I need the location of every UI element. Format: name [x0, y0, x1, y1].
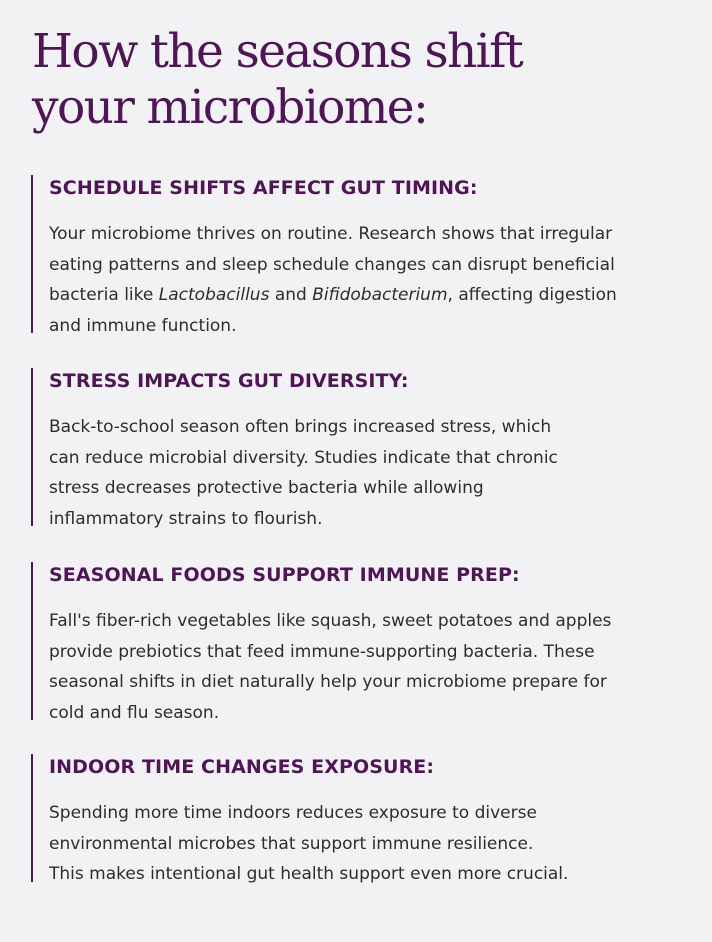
body-line: This makes intentional gut health support even more crucial. — [49, 864, 569, 884]
title-line-1: How the seasons shift — [32, 24, 523, 79]
body-line: provide prebiotics that feed immune-supporting bacteria. These — [49, 641, 595, 662]
section-heading: SCHEDULE SHIFTS AFFECT GUT TIMING: — [49, 177, 478, 199]
section-stress-impacts — [31, 368, 671, 529]
section-heading: INDOOR TIME CHANGES EXPOSURE: — [49, 756, 435, 778]
section-body — [49, 798, 671, 890]
body-text-run: , affecting digestion — [447, 285, 617, 305]
body-line: Your microbiome thrives on routine. Research shows that irregular — [49, 224, 613, 244]
bacteria-name-bifidobacterium: Bifidobacterium — [312, 285, 448, 305]
body-line: stress decreases protective bacteria while allowing — [49, 478, 484, 498]
body-line: cold and flu season. — [49, 702, 220, 723]
body-line — [49, 250, 671, 281]
body-line: Fall's fiber-rich vegetables like squash, sweet potatoes and apples — [49, 611, 612, 631]
section-schedule-shifts — [31, 175, 671, 336]
body-text-run: eating patterns and sleep schedule changes can disrupt beneficial — [49, 254, 615, 275]
page-title — [32, 24, 692, 136]
body-line: Spending more time indoors reduces exposure to diverse — [49, 803, 537, 823]
section-indoor-time — [31, 754, 671, 882]
section-heading: STRESS IMPACTS GUT DIVERSITY: — [49, 370, 409, 392]
section-body — [49, 412, 671, 534]
body-line: environmental microbes that support immune resilience. — [49, 833, 534, 854]
body-line: and immune function. — [49, 315, 237, 336]
body-line: seasonal shifts in diet naturally help your microbiome prepare for — [49, 672, 607, 692]
body-line — [49, 280, 671, 311]
body-text-run: bacteria like — [49, 285, 159, 305]
body-line: Back-to-school season often brings increased stress, which — [49, 417, 552, 437]
section-heading: SEASONAL FOODS SUPPORT IMMUNE PREP: — [49, 564, 520, 586]
body-line: inflammatory strains to flourish. — [49, 508, 323, 529]
bacteria-name-lactobacillus: Lactobacillus — [158, 285, 270, 305]
section-seasonal-foods — [31, 562, 671, 723]
section-body — [49, 219, 671, 341]
body-text-run: and — [269, 285, 313, 305]
title-line-2: your microbiome: — [32, 80, 428, 135]
section-body — [49, 606, 671, 728]
body-line: can reduce microbial diversity. Studies indicate that chronic — [49, 447, 558, 468]
